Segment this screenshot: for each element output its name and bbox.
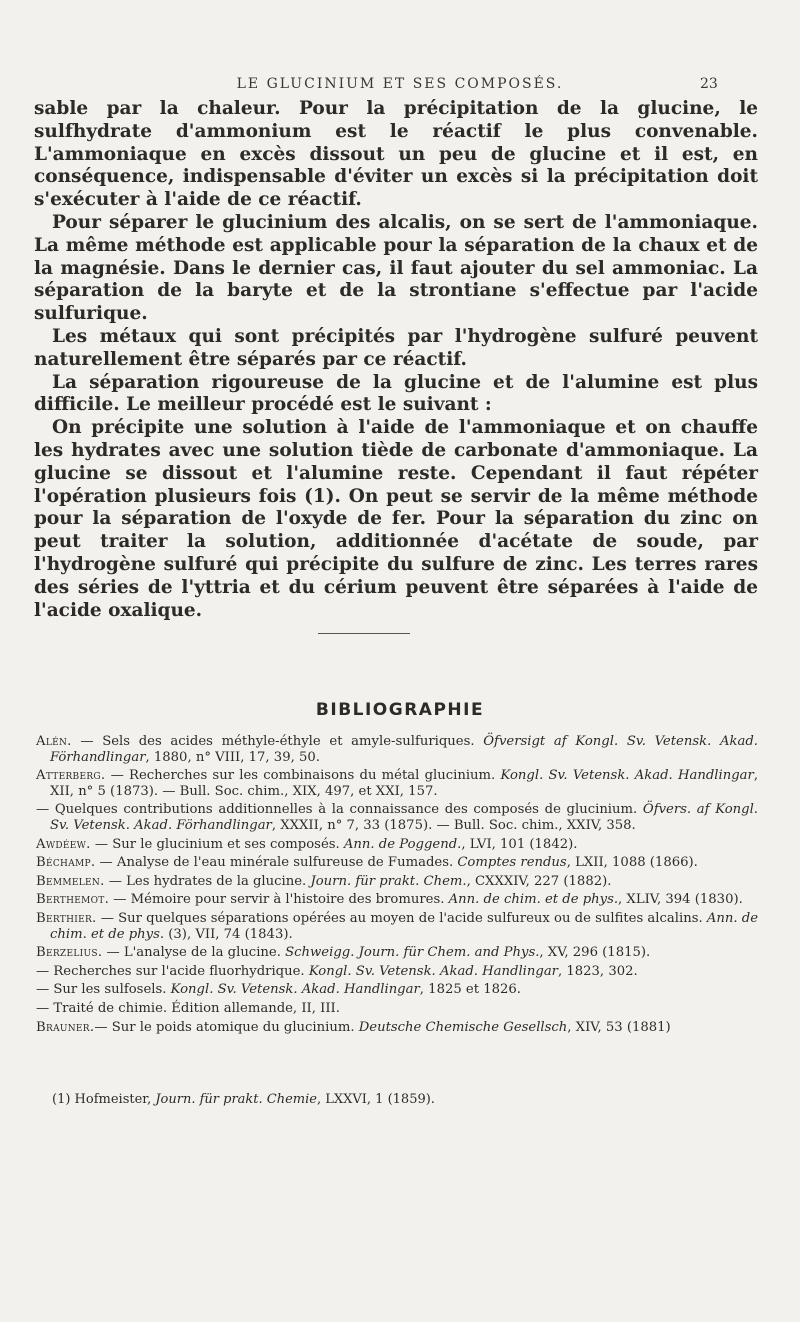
- entry-source: Comptes rendus: [457, 855, 567, 871]
- paragraph: Pour séparer le glucinium des alcalis, on se sert de l'ammoniaque. La même méthode est applicable pour la séparation de la chaux et de la magnésie. Dans le dernier cas, il faut ajouter du sel ammoniac. La séparation de la baryte et de la strontiane s'effectue par l'acide sulfurique.: [34, 211, 758, 325]
- entry-source: Deutsche Chemische Gesellsch: [358, 1019, 568, 1035]
- entry-text: — Quelques contributions additionnelles à la connaissance des composés de glucinium.: [36, 802, 643, 818]
- entry-rest: , LXII, 1088 (1866).: [566, 855, 698, 871]
- entry-rest: , 1825 et 1826.: [419, 982, 521, 998]
- entry-rest: , XXXII, n° 7, 33 (1875). — Bull. Soc. chim., XXIV, 358.: [271, 817, 636, 833]
- running-header: [0, 76, 800, 98]
- paragraph: Les métaux qui sont précipités par l'hydrogène sulfuré peuvent naturellement être séparés par ce réactif.: [34, 325, 758, 370]
- running-title: LE GLUCINIUM ET SES COMPOSÉS.: [236, 76, 564, 92]
- entry-author: Brauner.: [36, 1019, 95, 1035]
- entry-text: — Sur les sulfosels.: [36, 982, 171, 998]
- bibliography-heading: BIBLIOGRAPHIE: [315, 700, 485, 720]
- entry-text: — Sels des acides méthyle-éthyle et amyle-sulfuriques.: [71, 734, 484, 749]
- entry-source: Schweigg. Journ. für Chem. and Phys.: [285, 945, 540, 961]
- entry-author: Béchamp.: [36, 855, 96, 871]
- entry-rest: , 1823, 302.: [557, 963, 638, 979]
- entry-rest: , XII, n° 5 (1873). — Bull. Soc. chim., XIX, 497, et XXI, 157.: [50, 768, 759, 799]
- bibliography-entry: [36, 855, 758, 871]
- entry-author: Awdéew.: [36, 836, 91, 852]
- bibliography-entry: [36, 964, 758, 980]
- bibliography-list: [36, 734, 758, 1038]
- bibliography-entry: [36, 945, 758, 961]
- entry-author: Bemmelen.: [36, 873, 105, 889]
- bibliography-entry: [36, 837, 758, 853]
- entry-text: — L'analyse de la glucine.: [102, 945, 286, 961]
- entry-rest: , XIV, 53 (1881): [567, 1019, 671, 1035]
- entry-author: Berzelius.: [36, 945, 103, 961]
- footnote: [52, 1092, 752, 1107]
- footnote-prefix: (1) Hofmeister,: [52, 1092, 156, 1107]
- bibliography-entry: [36, 911, 758, 942]
- entry-rest: , CXXXIV, 227 (1882).: [466, 873, 612, 889]
- bibliography-entry: [36, 982, 758, 998]
- entry-text: — Recherches sur l'acide fluorhydrique.: [36, 963, 309, 979]
- bibliography-entry: [36, 1001, 758, 1017]
- entry-author: Berthemot.: [36, 892, 110, 908]
- entry-rest: , 1880, n° VIII, 17, 39, 50.: [145, 749, 320, 765]
- paragraph: La séparation rigoureuse de la glucine et de l'alumine est plus difficile. Le meilleur procédé est le suivant :: [34, 371, 758, 416]
- bibliography-entry: [36, 734, 758, 765]
- entry-text: — Sur le glucinium et ses composés.: [90, 836, 344, 852]
- entry-text: — Mémoire pour servir à l'histoire des bromures.: [109, 892, 449, 908]
- entry-author: Berthier.: [36, 910, 97, 926]
- page-number: 23: [700, 76, 718, 92]
- bibliography-entry: [36, 802, 758, 833]
- paragraph: On précipite une solution à l'aide de l'ammoniaque et on chauffe les hydrates avec une solution tiède de carbonate d'ammoniaque. La glucine se dissout et l'alumine reste. Cependant il faut répéter l'opération plusieurs fois (1). On peut se servir de la même méthode pour la séparation de l'oxyde de fer. Pour la séparation du zinc on peut traiter la solution, additionnée d'acétate de soude, par l'hydrogène sulfuré qui précipite du sulfure de zinc. Les terres rares des séries de l'yttria et du cérium peuvent être séparées à l'aide de l'acide oxalique.: [34, 417, 758, 621]
- entry-text: — Traité de chimie. Édition allemande, II, III.: [36, 1000, 340, 1016]
- entry-source: Ann. de chim. et de phys.: [448, 892, 619, 908]
- entry-rest: , LVI, 101 (1842).: [461, 836, 578, 852]
- entry-text: — Sur quelques séparations opérées au moyen de l'acide sulfureux ou de sulfites alcalins.: [96, 910, 707, 926]
- entry-text: — Les hydrates de la glucine.: [104, 873, 311, 889]
- entry-source: Kongl. Sv. Vetensk. Akad. Handlingar: [500, 768, 754, 784]
- entry-rest: , XV, 296 (1815).: [539, 945, 651, 961]
- entry-source: Ann. de Poggend.: [343, 836, 462, 852]
- bibliography-entry: [36, 892, 758, 908]
- footnote-rest: , LXXVI, 1 (1859).: [316, 1092, 435, 1107]
- bibliography-entry: [36, 768, 758, 799]
- paragraph: sable par la chaleur. Pour la précipitation de la glucine, le sulfhydrate d'ammonium est le réactif le plus convenable. L'ammoniaque en excès dissout un peu de glucine et il est, en conséquence, indispensable d'éviter un excès si la précipitation doit s'exécuter à l'aide de ce réactif.: [34, 98, 758, 211]
- entry-source: Öfvers. af Kongl. Sv. Vetensk. Akad. Förhandlingar: [50, 802, 759, 833]
- bibliography-entry: [36, 874, 758, 890]
- entry-text: — Analyse de l'eau minérale sulfureuse de Fumades.: [95, 855, 458, 871]
- footnote-source: Journ. für prakt. Chemie: [155, 1092, 317, 1107]
- entry-author: Atterberg.: [36, 768, 106, 784]
- entry-text: — Sur le poids atomique du glucinium.: [94, 1019, 359, 1035]
- main-text: [34, 98, 758, 622]
- entry-author: Alén.: [36, 734, 72, 749]
- bibliography-entry: [36, 1020, 758, 1036]
- entry-rest: , XLIV, 394 (1830).: [618, 892, 743, 908]
- entry-source: Kongl. Sv. Vetensk. Akad. Handlingar: [308, 963, 558, 979]
- section-divider: [318, 633, 410, 634]
- entry-rest: (3), VII, 74 (1843).: [164, 926, 293, 942]
- entry-source: Kongl. Sv. Vetensk. Akad. Handlingar: [170, 982, 420, 998]
- entry-text: — Recherches sur les combinaisons du métal glucinium.: [105, 768, 501, 784]
- entry-source: Öfversigt af Kongl. Sv. Vetensk. Akad. Förhandlingar: [50, 734, 758, 765]
- entry-source: Journ. für prakt. Chem.: [310, 873, 467, 889]
- entry-source: Ann. de chim. et de phys.: [50, 910, 759, 942]
